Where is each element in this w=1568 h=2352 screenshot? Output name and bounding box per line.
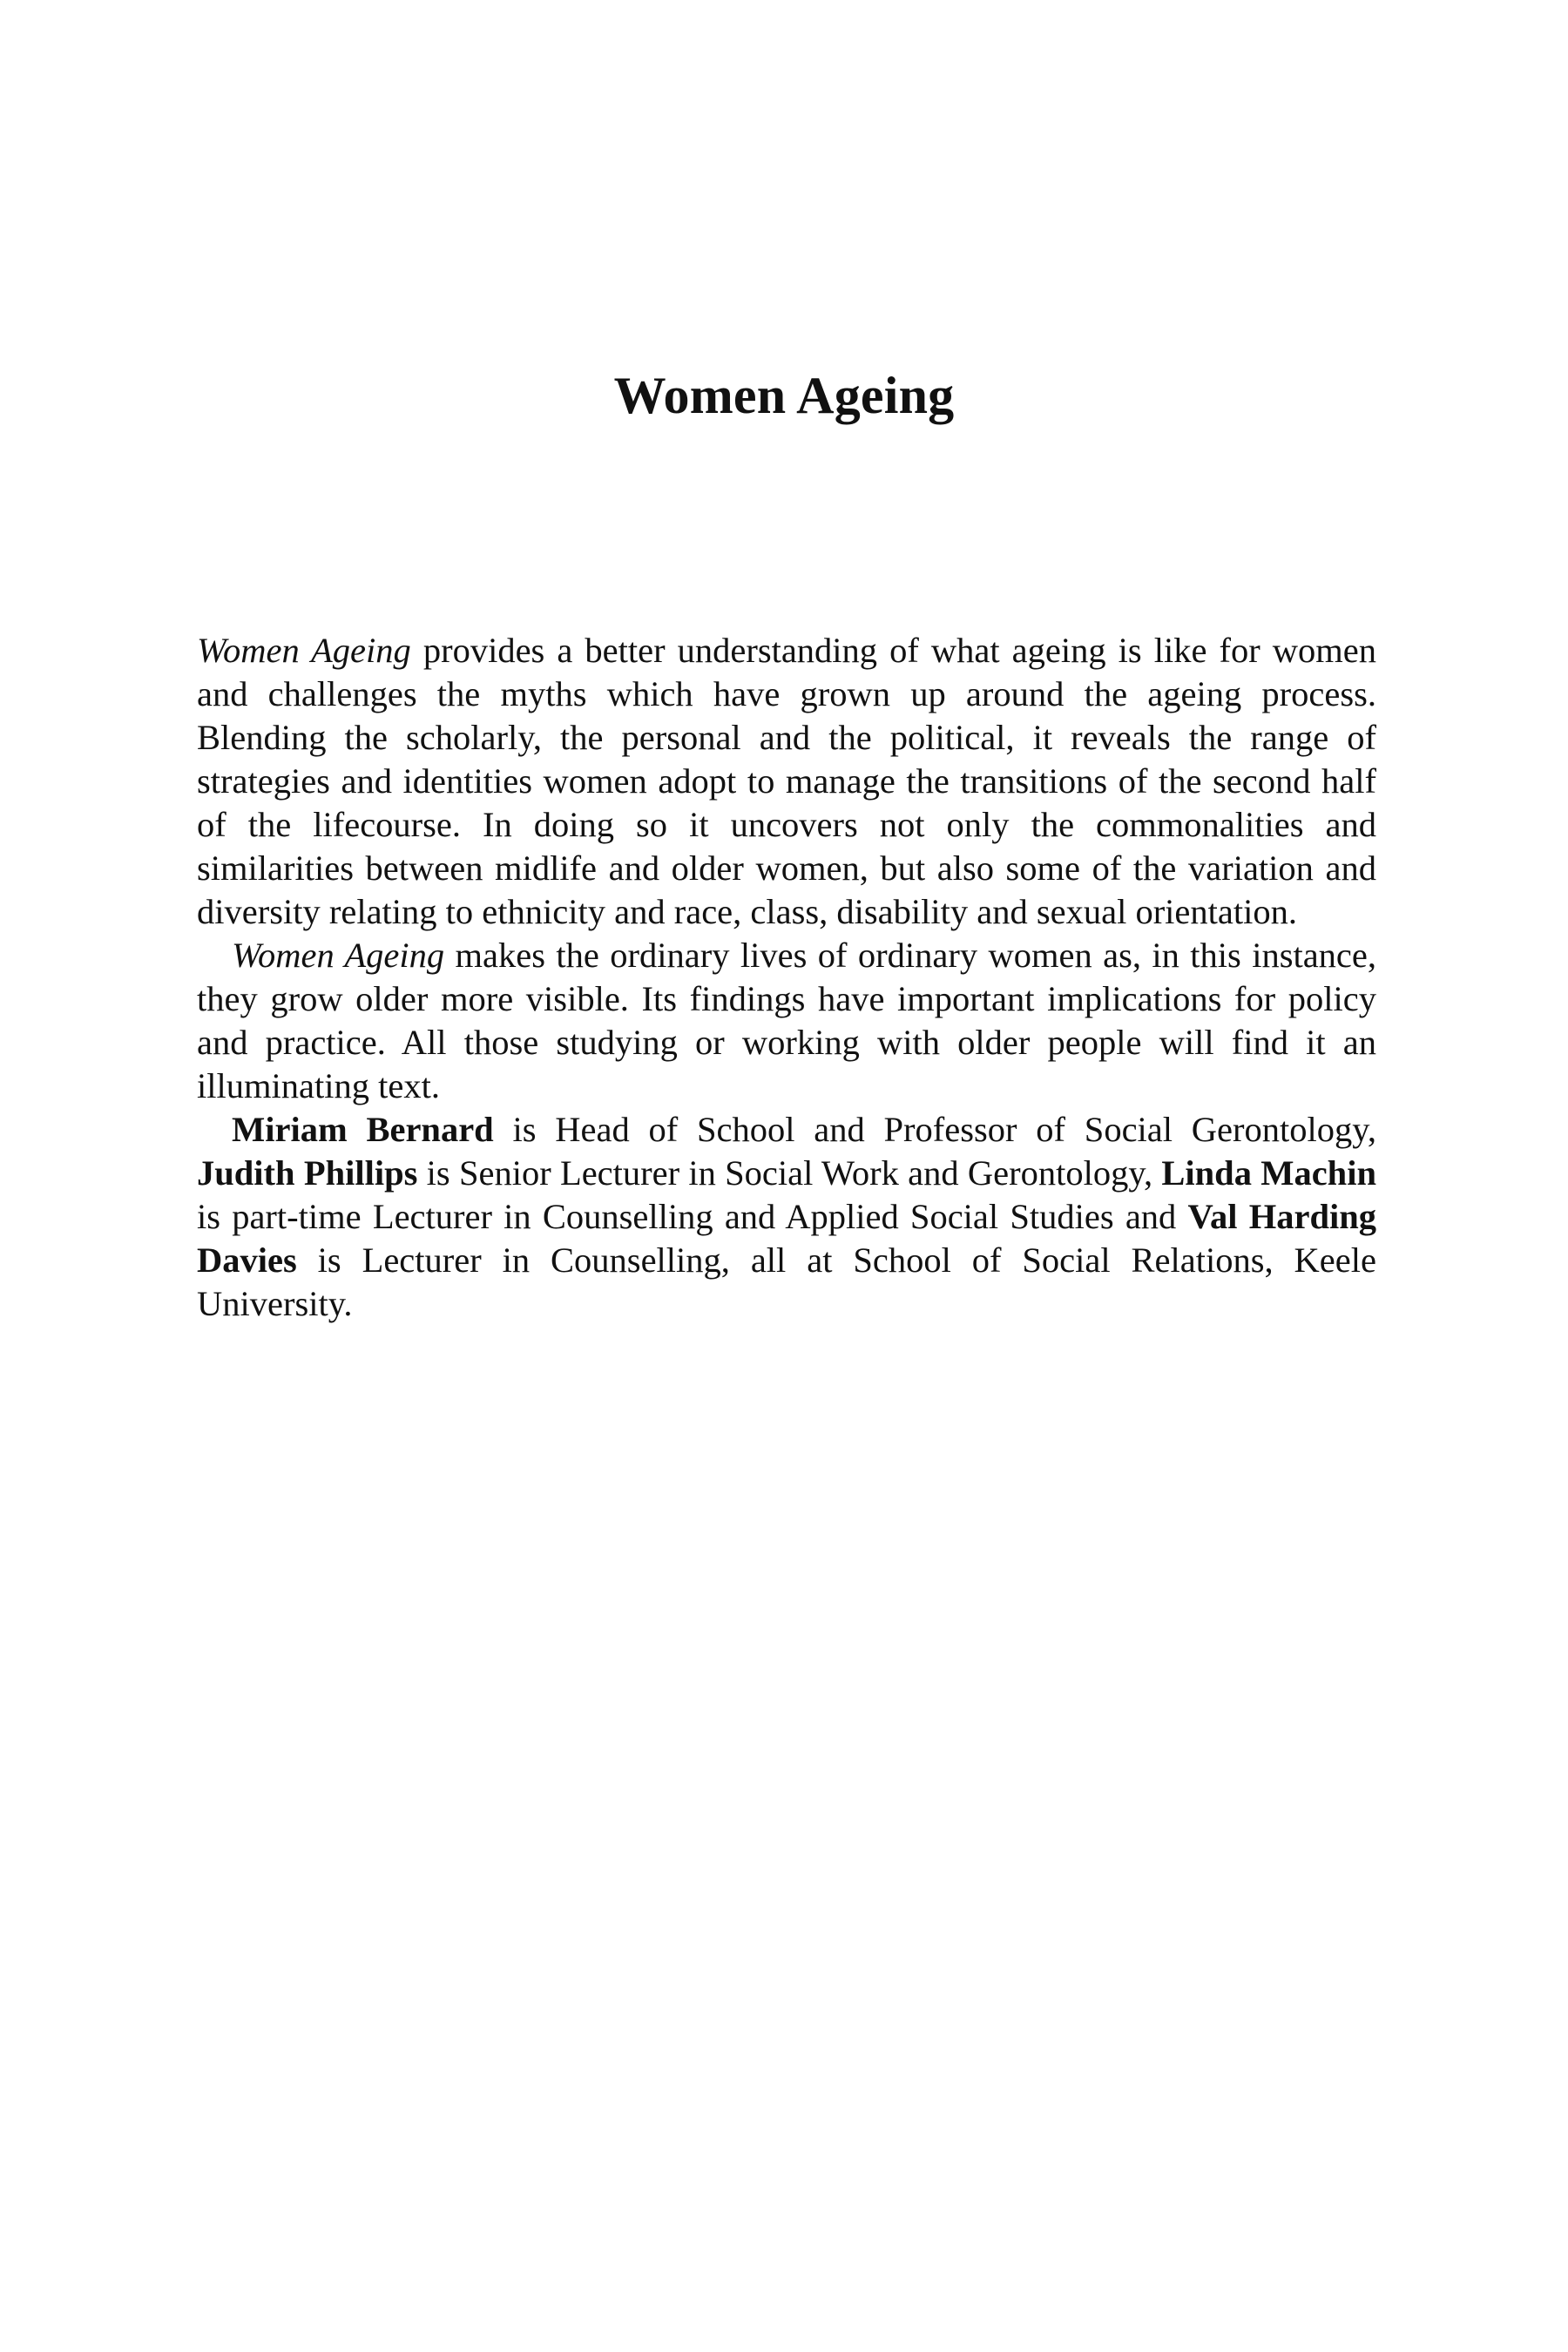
book-blurb [197, 629, 1376, 1326]
author-role: is Senior Lecturer in Social Work and Gerontology, [417, 1153, 1162, 1193]
blurb-paragraph-implications [197, 934, 1376, 1108]
author-name: Linda Machin [1161, 1153, 1376, 1193]
title-reference: Women Ageing [232, 936, 445, 975]
paragraph-text: makes the ordinary lives of ordinary women as, in this instance, they grow older more visible. Its findings have important implications for policy and practice. All those studying or working with older people will find it an illuminating text. [197, 936, 1377, 1105]
book-title: Women Ageing [613, 367, 955, 424]
author-role: is Lecturer in Counselling, all at School of Social Relations, Keele University. [197, 1240, 1376, 1323]
author-name: Judith Phillips [197, 1153, 418, 1193]
paragraph-text: provides a better understanding of what ageing is like for women and challenges the myths which have grown up around the ageing process. Blending the scholarly, the personal and the political, it reveals the range of strategies and identities women adopt to manage the transitions of the second half of the lifecourse. In doing so it uncovers not only the commonalities and similarities between midlife and older women, but also some of the variation and diversity relating to ethnicity and race, class, disability and sexual orientation. [197, 631, 1376, 931]
author-role: is Head of School and Professor of Social Gerontology, [493, 1110, 1377, 1149]
title-reference: Women Ageing [197, 631, 411, 670]
author-role: is part-time Lecturer in Counselling and Applied Social Studies and [197, 1197, 1188, 1236]
author-name: Val Harding Davies [197, 1197, 1377, 1280]
author-name: Miriam Bernard [232, 1110, 494, 1149]
blurb-paragraph-description [197, 629, 1376, 934]
blurb-paragraph-authors [197, 1108, 1376, 1326]
